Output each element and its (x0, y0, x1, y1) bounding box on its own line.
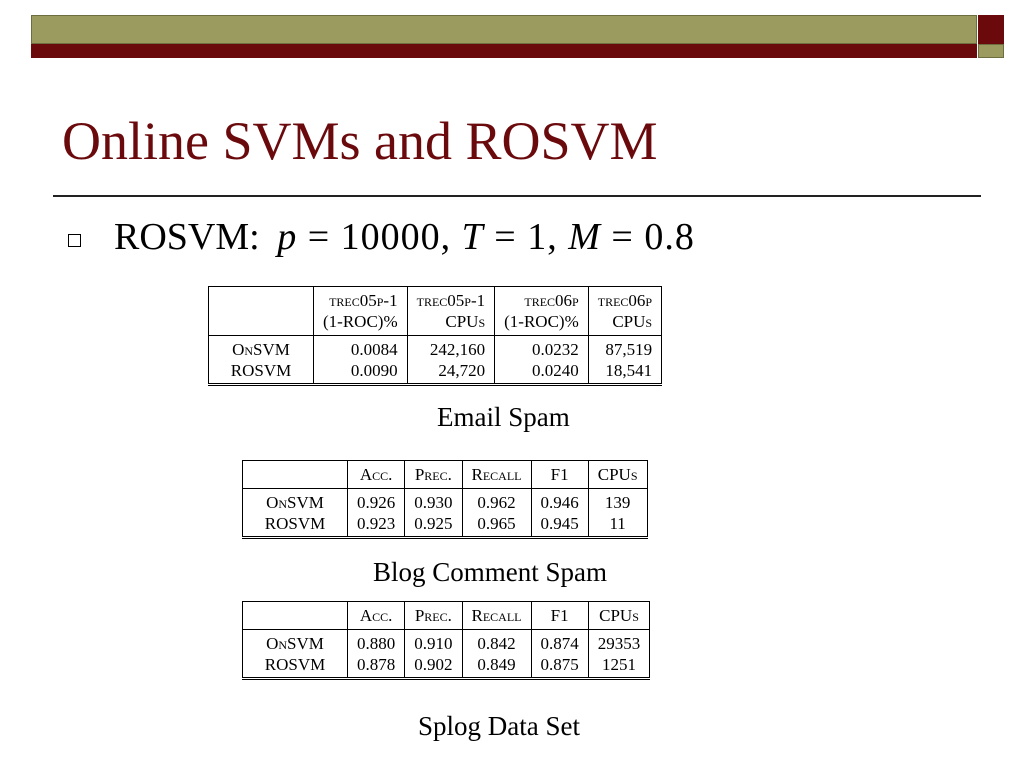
table-cell: 11 (588, 513, 647, 538)
table-cell: 0.902 (405, 654, 462, 679)
table-header-cell (588, 287, 661, 336)
table-cell: 0.880 (348, 630, 405, 655)
header-bottom: (1-ROC)% (504, 312, 579, 331)
table-header-cell: Prec. (405, 602, 462, 630)
table-header-cell: Recall (462, 602, 531, 630)
header-top: trec06p (597, 291, 653, 310)
table-cell: 0.874 (531, 630, 588, 655)
table-header-cell: F1 (531, 461, 588, 489)
table-header-cell (243, 461, 348, 489)
table-cell: 0.965 (462, 513, 531, 538)
table-header-cell: CPUs (588, 461, 647, 489)
email-spam-caption: Email Spam (437, 402, 570, 432)
table-header-cell (407, 287, 495, 336)
table-header-row (243, 602, 650, 630)
table-row (243, 654, 650, 679)
row-label: OnSVM (243, 489, 348, 514)
header-top: trec05p-1 (329, 291, 398, 310)
table-header-cell: F1 (531, 602, 588, 630)
table-row (243, 513, 648, 538)
header-olive-square (978, 44, 1004, 58)
table-cell: 18,541 (588, 360, 661, 385)
row-label: ROSVM (243, 654, 348, 679)
table-cell: 0.878 (348, 654, 405, 679)
row-label: ROSVM (209, 360, 314, 385)
table-cell: 0.849 (462, 654, 531, 679)
table-cell: 1251 (588, 654, 650, 679)
table-header-cell: Acc. (348, 602, 405, 630)
title-divider (53, 195, 981, 197)
param-m-var: M (568, 216, 601, 258)
bullet-math: p = 10000, T = 1, M = 0.8 (277, 216, 695, 258)
header-olive-bar (31, 15, 977, 44)
row-label: ROSVM (243, 513, 348, 538)
table-header-row (243, 461, 648, 489)
table-header-row (209, 287, 662, 336)
table-cell: 0.946 (531, 489, 588, 514)
table-row (243, 489, 648, 514)
table-cell: 0.0090 (314, 360, 408, 385)
table-header-cell (243, 602, 348, 630)
row-label: OnSVM (243, 630, 348, 655)
param-p-value: 10000 (340, 216, 441, 258)
table-cell: 29353 (588, 630, 650, 655)
table-cell: 0.923 (348, 513, 405, 538)
table-header-cell: CPUs (588, 602, 650, 630)
table-row (243, 630, 650, 655)
header-bottom: (1-ROC)% (323, 312, 398, 331)
table-cell: 0.875 (531, 654, 588, 679)
header-red-square (978, 15, 1004, 44)
table-cell: 0.0232 (495, 336, 589, 361)
table-cell: 0.0084 (314, 336, 408, 361)
table-header-cell: Recall (462, 461, 531, 489)
table-cell: 139 (588, 489, 647, 514)
table-cell: 0.925 (405, 513, 462, 538)
table-cell: 0.930 (405, 489, 462, 514)
splog-data-set-caption: Splog Data Set (418, 711, 580, 741)
bullet-text (114, 215, 695, 259)
table-cell: 0.945 (531, 513, 588, 538)
table-cell: 0.842 (462, 630, 531, 655)
blog-comment-spam-caption: Blog Comment Spam (373, 557, 608, 587)
table-header-cell (495, 287, 589, 336)
table-header-cell (209, 287, 314, 336)
table-row (209, 360, 662, 385)
header-top: trec05p-1 (416, 291, 486, 310)
table-cell: 24,720 (407, 360, 495, 385)
table-cell: 87,519 (588, 336, 661, 361)
table-cell: 242,160 (407, 336, 495, 361)
table-header-cell: Prec. (405, 461, 462, 489)
bullet-label: ROSVM: (114, 216, 260, 258)
header-top: trec06p (524, 291, 579, 310)
table-cell: 0.0240 (495, 360, 589, 385)
hollow-square-bullet-icon (68, 234, 81, 247)
table-cell: 0.910 (405, 630, 462, 655)
table-header-cell: Acc. (348, 461, 405, 489)
header-bottom: CPUs (445, 312, 486, 331)
blog-comment-spam-table (242, 460, 648, 539)
param-p-var: p (277, 216, 298, 258)
splog-data-set-table (242, 601, 650, 680)
email-spam-table (208, 286, 662, 386)
table-header-cell (314, 287, 408, 336)
slide-title: Online SVMs and ROSVM (62, 111, 658, 171)
header-bottom: CPUs (612, 312, 653, 331)
header-red-bar (31, 44, 977, 58)
table-row (209, 336, 662, 361)
param-m-value: 0.8 (644, 216, 695, 258)
row-label: OnSVM (209, 336, 314, 361)
table-cell: 0.962 (462, 489, 531, 514)
param-t-value: 1 (527, 216, 548, 258)
table-cell: 0.926 (348, 489, 405, 514)
param-t-var: T (461, 216, 484, 258)
